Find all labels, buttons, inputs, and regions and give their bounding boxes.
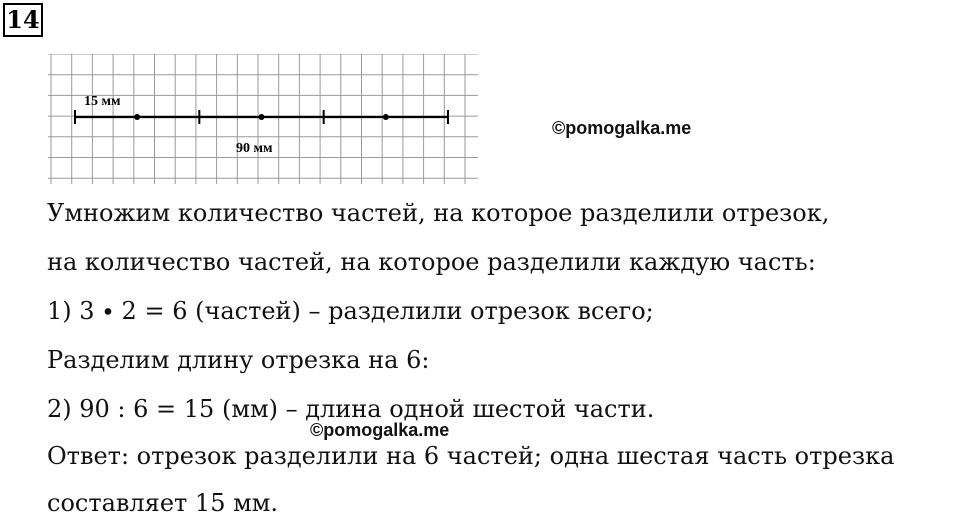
solution-line-6: Ответ: отрезок разделили на 6 частей; одна шестая часть отрезка <box>47 442 895 470</box>
solution-line-4: Разделим длину отрезка на 6: <box>47 346 430 374</box>
solution-line-5: 2) 90 : 6 = 15 (мм) – длина одной шестой части. <box>47 395 655 423</box>
segment-midpoint-dot <box>259 114 265 120</box>
task-number: 14 <box>6 5 40 34</box>
solution-line-7: составляет 15 мм. <box>47 489 279 517</box>
segment-midpoint-dot <box>383 114 389 120</box>
solution-line-2: на количество частей, на которое разделили каждую часть: <box>47 248 816 276</box>
watermark-middle: ©pomogalka.me <box>310 420 450 440</box>
segment-figure <box>48 54 478 184</box>
solution-line-3: 1) 3 ∙ 2 = 6 (частей) – разделили отрезок всего; <box>47 297 654 325</box>
total-length-label: 90 мм <box>236 141 273 156</box>
segment <box>75 110 448 124</box>
solution-line-1: Умножим количество частей, на которое разделили отрезок, <box>47 199 830 227</box>
watermark-top: ©pomogalka.me <box>552 118 692 138</box>
task-number-box <box>3 3 43 37</box>
segment-midpoint-dot <box>134 114 140 120</box>
grid-drawing <box>48 54 478 184</box>
part-length-label: 15 мм <box>84 94 121 109</box>
